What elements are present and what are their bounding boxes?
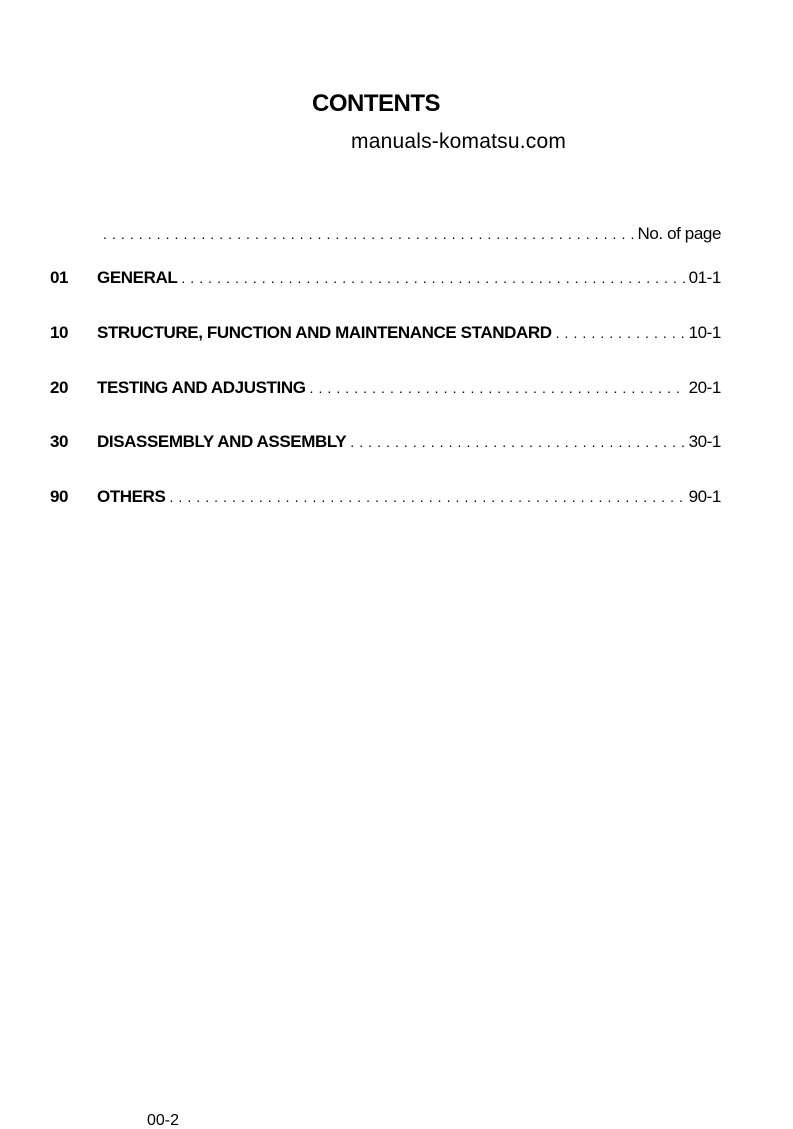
toc-entry-structure	[50, 323, 721, 378]
toc-entry-number: 90	[50, 487, 69, 507]
toc-entry-general	[50, 268, 721, 323]
page-column-label: No. of page	[637, 224, 721, 243]
toc-entry-page: 01-1	[688, 268, 721, 287]
dot-leader	[556, 326, 686, 340]
toc-entry-page: 30-1	[688, 432, 721, 452]
page-number: 00-2	[147, 1112, 180, 1129]
toc-entry-page: 10-1	[688, 322, 721, 342]
toc-entry-number: 20	[50, 377, 69, 397]
dot-leader	[103, 227, 634, 241]
dot-leader	[169, 490, 685, 504]
toc-entry-number: 30	[50, 432, 69, 452]
toc-entry-title: GENERAL	[97, 268, 178, 287]
toc-entry-number: 10	[50, 322, 69, 342]
site-name: manuals-komatsu.com	[351, 130, 567, 153]
toc-entry-page: 90-1	[688, 487, 721, 507]
toc-entry-title: OTHERS	[97, 487, 166, 507]
dot-leader	[181, 271, 685, 285]
dot-leader	[310, 381, 686, 395]
toc-entry-page: 20-1	[688, 377, 721, 397]
toc-entry-testing	[50, 378, 721, 433]
toc-entry-title: STRUCTURE, FUNCTION AND MAINTENANCE STANDARD	[97, 322, 552, 342]
toc-entry-others	[50, 487, 721, 542]
toc-entry-title: DISASSEMBLY AND ASSEMBLY	[97, 432, 347, 452]
toc-entry-number: 01	[50, 268, 69, 287]
dot-leader	[350, 435, 685, 449]
page-title: CONTENTS	[312, 90, 440, 117]
table-of-contents	[50, 268, 721, 542]
toc-entry-disassembly	[50, 432, 721, 487]
toc-entry-title: TESTING AND ADJUSTING	[97, 377, 306, 397]
page-column-header	[103, 224, 721, 244]
